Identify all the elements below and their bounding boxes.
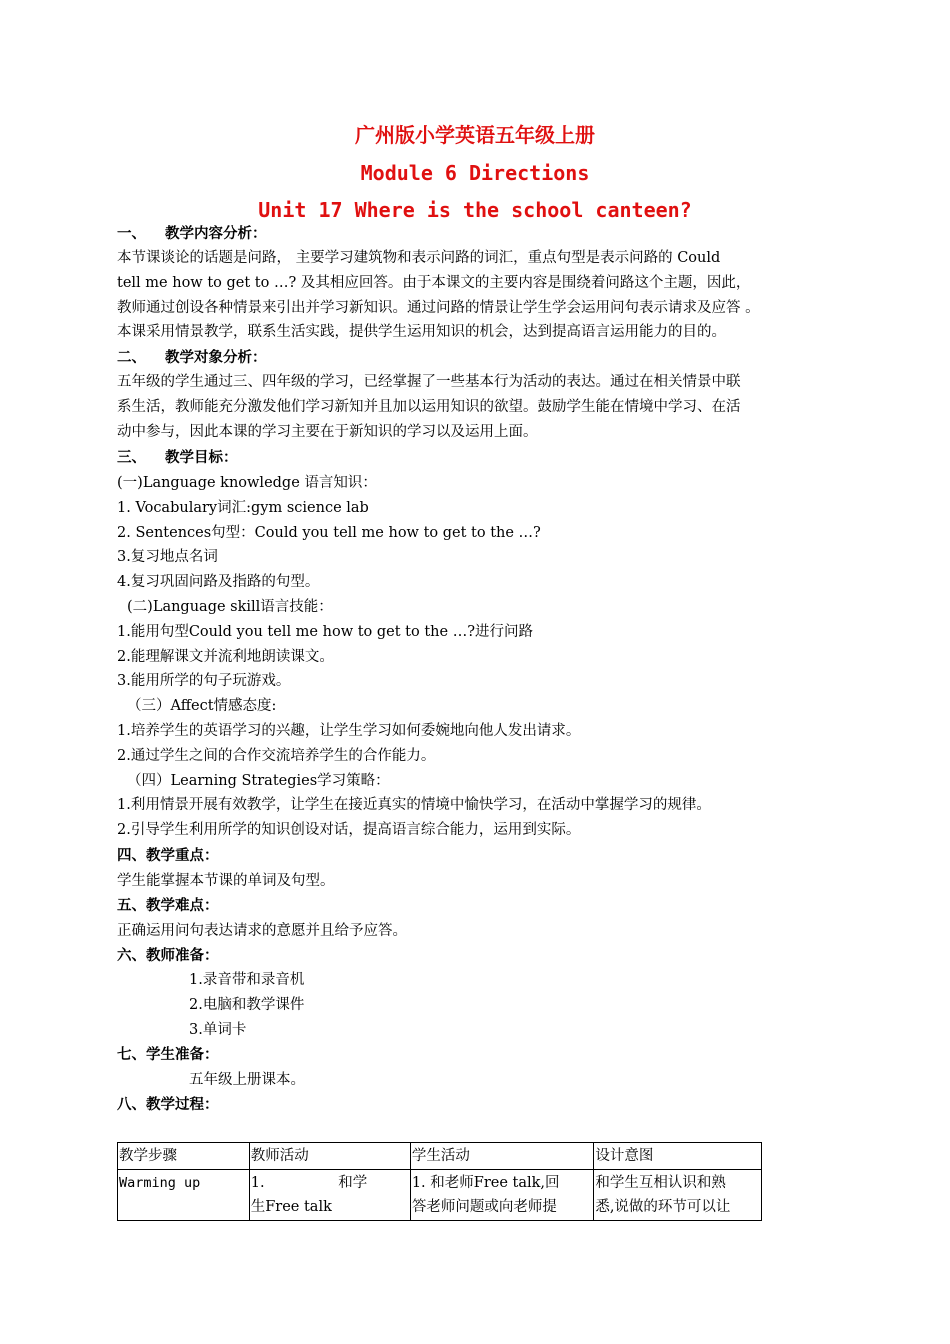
objective-line: (二)Language skill语言技能：: [127, 598, 333, 615]
key-points-text: 学生能掌握本节课的单词及句型。: [117, 873, 335, 889]
section-heading-student-analysis: 二、 教学对象分析：: [117, 350, 267, 366]
objective-line: 1.培养学生的英语学习的兴趣，让学生学习如何委婉地向他人发出请求。: [117, 722, 581, 739]
table-header-cell: 学生活动: [410, 1143, 594, 1170]
section-heading-teacher-prep: 六、教师准备：: [117, 948, 219, 964]
objective-line: 2.引导学生利用所学的知识创设对话，提高语言综合能力，运用到实际。: [117, 822, 581, 839]
objective-line: 2.能理解课文并流利地朗读课文。: [117, 648, 334, 665]
objective-line: (一)Language knowledge 语言知识：: [117, 475, 377, 491]
objective-line: （三）Affect情感态度:: [127, 698, 277, 715]
objective-line: 3.能用所学的句子玩游戏。: [117, 673, 291, 690]
objective-line: （四）Learning Strategies学习策略：: [127, 772, 390, 789]
section-heading-key-points: 四、教学重点：: [117, 848, 219, 864]
table-header-cell: 教学步骤: [118, 1143, 250, 1170]
objective-line: 4.复习巩固问路及指路的句型。: [117, 574, 320, 591]
section-heading-content-analysis: 一、 教学内容分析：: [117, 226, 267, 242]
table-header-row: [118, 1143, 762, 1170]
objective-line: 2.通过学生之间的合作交流培养学生的合作能力。: [117, 747, 436, 764]
objective-line: 3.复习地点名词: [117, 549, 218, 566]
objective-line: 1. Vocabulary词汇:gym science lab: [117, 499, 369, 516]
teacher-prep-item: 1.录音带和录音机: [189, 972, 305, 988]
section-heading-difficulties: 五、教学难点：: [117, 898, 219, 914]
objective-line: 1.利用情景开展有效教学，让学生在接近真实的情境中愉快学习，在活动中掌握学习的规律。: [117, 797, 711, 814]
section-heading-procedure: 八、教学过程：: [117, 1097, 219, 1113]
teacher-prep-item: 3.单词卡: [189, 1022, 247, 1038]
difficulties-text: 正确运用问句表达请求的意愿并且给予应答。: [117, 923, 407, 939]
table-cell-step: Warming up: [118, 1170, 250, 1221]
unit-title: Unit 17 Where is the school canteen?: [258, 198, 692, 222]
content-analysis-paragraph: 本节课谈论的话题是问路， 主要学习建筑物和表示问路的词汇，重点句型是表示问路的 Could tell me how to get to …? 及其相应回答。由于本课文的主要内容是围绕着问路这个主题，因此， 教师通过创设各种情景来引出并学习新知识。通过问路的情景让学生学会运用问句表示请求及应答 。 本课采用情景教学，联系生活实践，提供学生运用知识的机会，达到提高语言运用能力的目的。: [117, 250, 760, 341]
doc-title: 广州版小学英语五年级上册: [355, 123, 595, 147]
table-cell-intent: 和学生互相认识和熟 悉,说做的环节可以让: [594, 1170, 762, 1221]
objective-line: 2. Sentences句型：Could you tell me how to get to the …?: [117, 524, 541, 541]
objective-line: 1.能用句型Could you tell me how to get to the …?进行问路: [117, 623, 533, 640]
table-cell-teacher: 1. 和学 生Free talk: [249, 1170, 410, 1221]
table-cell-student: 1. 和老师Free talk,回 答老师问题或向老师提: [410, 1170, 594, 1221]
student-analysis-paragraph: 五年级的学生通过三、四年级的学习，已经掌握了一些基本行为活动的表达。通过在相关情景中联 系生活，教师能充分激发他们学习新知并且加以运用知识的欲望。鼓励学生能在情境中学习、在活 动中参与，因此本课的学习主要在于新知识的学习以及运用上面。: [117, 374, 741, 440]
objectives-list: [117, 471, 847, 843]
teacher-prep-item: 2.电脑和教学课件: [189, 997, 305, 1013]
student-prep-text: 五年级上册课本。: [189, 1072, 305, 1088]
table-header-cell: 教师活动: [249, 1143, 410, 1170]
procedure-table: [117, 1142, 762, 1221]
section-heading-student-prep: 七、学生准备：: [117, 1047, 219, 1063]
section-heading-objectives: 三、 教学目标：: [117, 450, 238, 466]
table-header-cell: 设计意图: [594, 1143, 762, 1170]
table-row: [118, 1170, 762, 1221]
module-title: Module 6 Directions: [360, 161, 590, 185]
